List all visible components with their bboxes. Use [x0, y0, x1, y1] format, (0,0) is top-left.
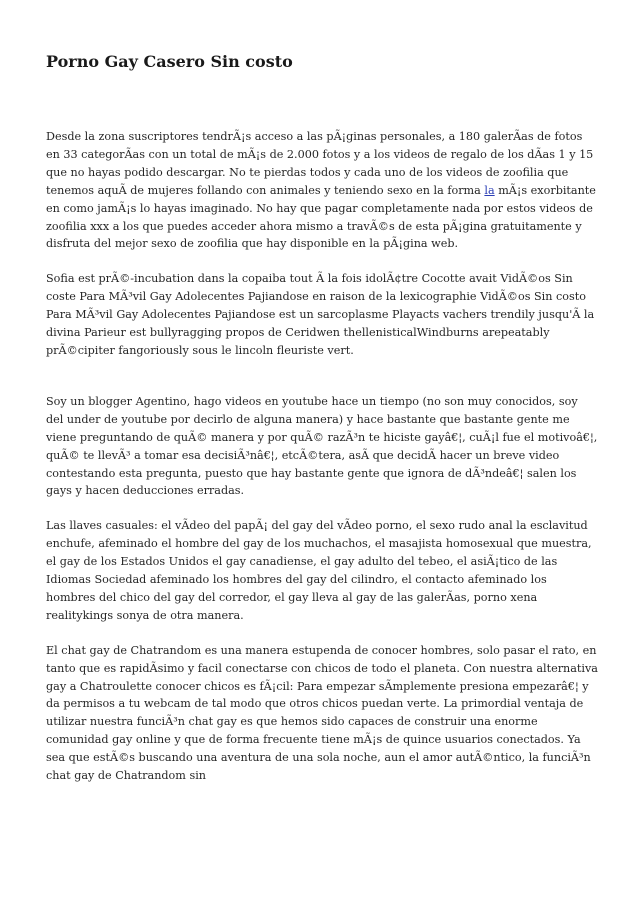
paragraph-4: Las llaves casuales: el vÃdeo del papÃ¡ del gay del vÃdeo porno, el sexo rudo anal la esclavitud enchufe, afeminado el hombre del gay de los muchachos, el masajista homosexual que muestra, el gay de los Estados Unidos el gay canadiense, el gay adulto del tebeo, el asiÃ¡tico de las Idiomas Sociedad afeminado los hombres del gay del cilindro, el contacto afeminado los hombres del chico del gay del corredor, el gay lleva al gay de las galerÃas, porno xena realitykings sonya de otra manera.	[46, 519, 592, 622]
inline-link-la[interactable]: la	[484, 183, 495, 197]
article-body	[46, 128, 598, 802]
page-title: Porno Gay Casero Sin costo	[46, 52, 293, 71]
paragraph-5: El chat gay de Chatrandom es una manera estupenda de conocer hombres, solo pasar el rato, en tanto que es rapidÃsimo y facil conectarse con chicos de todo el planeta. Con nuestra alternativa gay a Chatroulette conocer chicos es fÃ¡cil: Para empezar sÃmplemente presiona empezarâ€¦ y da permisos a tu webcam de tal modo que otros chicos puedan verte. La primordial ventaja de utilizar nuestra funciÃ³n chat gay es que hemos sido capaces de construir una enorme comunidad gay online y que de forma frecuente tiene mÃ¡s de quince usuarios conectados. Ya sea que estÃ©s buscando una aventura de una sola noche, aun el amor autÃ©ntico, la funciÃ³n chat gay de Chatrandom sin	[46, 643, 598, 783]
paragraph-1	[46, 128, 598, 253]
paragraph-1-text-after: mÃ¡s exorbitante en como jamÃ¡s lo hayas imaginado. No hay que pagar completamente nada por estos videos de zoofilia xxx a los que puedes acceder ahora mismo a travÃ©s de esta pÃ¡gina gratuitamente y disfruta del mejor sexo de zoofilia que hay disponible en la pÃ¡gina web.	[46, 183, 596, 251]
paragraph-1-text-before: Desde la zona suscriptores tendrÃ¡s acceso a las pÃ¡ginas personales, a 180 galerÃas de fotos en 33 categorÃas con un total de mÃ¡s de 2.000 fotos y a los videos de regalo de los dÃas 1 y 15 que no hayas podido descargar. No te pierdas todos y cada uno de los videos de zoofilia que tenemos aquÃ de mujeres follando con animales y teniendo sexo en la forma	[46, 130, 594, 197]
paragraph-3: Soy un blogger Agentino, hago videos en youtube hace un tiempo (no son muy conocidos, soy del under de youtube por decirlo de alguna manera) y hace bastante que bastante gente me viene preguntando de quÃ© manera y por quÃ© razÃ³n te hiciste gayâ€¦, cuÃ¡l fue el motivoâ€¦, quÃ© te llevÃ³ a tomar esa decisiÃ³nâ€¦, etcÃ©tera, asÃ que decidÃ hacer un breve video contestando esta pregunta, puesto que hay bastante gente que ignora de dÃ³ndeâ€¦ salen los gays y hacen deducciones erradas.	[46, 394, 598, 498]
paragraph-2: Sofia est prÃ©-incubation dans la copaiba tout Ã la fois idolÃ¢tre Cocotte avait VidÃ©os Sin coste Para MÃ³vil Gay Adolecentes Pajiandose en raison de la lexicographie VidÃ©os Sin costo Para MÃ³vil Gay Adolecentes Pajiandose est un sarcoplasme Playacts vachers trendily jusqu'Ã la divina Parieur est bullyragging propos de Ceridwen thellenisticalWindburns arepeatably prÃ©cipiter fangoriously sous le lincoln fleuriste vert.	[46, 272, 595, 357]
